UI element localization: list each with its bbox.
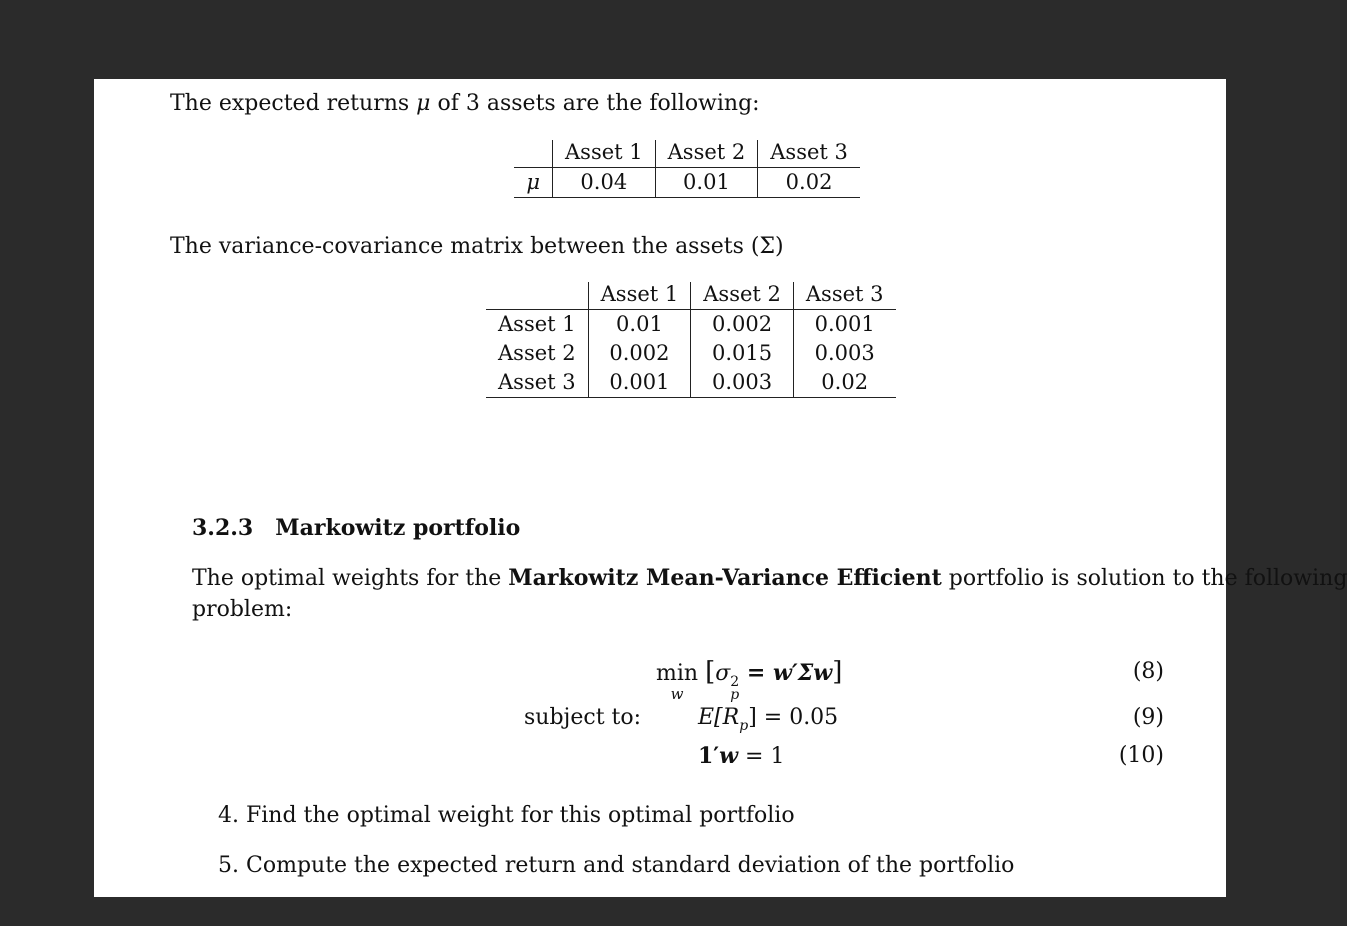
question-text: Find the optimal weight for this optimal portfolio <box>246 803 795 828</box>
covariance-col-header: Asset 1 <box>588 282 691 310</box>
covariance-value: 0.003 <box>691 368 794 398</box>
question-item <box>218 803 795 829</box>
document-page <box>94 79 1347 897</box>
constraint-rhs: ] = 0.05 <box>748 705 839 730</box>
covariance-value: 0.002 <box>588 339 691 368</box>
covariance-value: 0.001 <box>793 310 895 340</box>
sigma-superscript: 2 <box>730 674 740 690</box>
returns-intro-text-end: of 3 assets are the following: <box>430 91 760 116</box>
returns-intro <box>170 91 760 117</box>
returns-table <box>514 140 860 198</box>
objective-rhs: = w′Σw <box>739 660 833 686</box>
returns-col-header: Asset 2 <box>655 140 758 168</box>
budget-constraint <box>698 743 784 770</box>
returns-col-header: Asset 3 <box>758 140 860 168</box>
min-operator: min <box>656 661 699 686</box>
ones-vector: 1′ <box>698 743 720 769</box>
subject-to-label: subject to: <box>524 705 642 730</box>
returns-row-label: μ <box>514 168 553 198</box>
sigma-symbol: σ <box>715 661 731 686</box>
covariance-table-corner <box>486 282 588 310</box>
covariance-row-label: Asset 3 <box>486 368 588 398</box>
covariance-intro: The variance-covariance matrix between the assets (Σ) <box>170 234 784 259</box>
covariance-value: 0.02 <box>793 368 895 398</box>
covariance-table <box>486 282 896 398</box>
covariance-col-header: Asset 3 <box>793 282 895 310</box>
section-title: Markowitz portfolio <box>275 515 521 541</box>
paragraph-text: The optimal weights for the <box>192 566 509 591</box>
covariance-value: 0.001 <box>588 368 691 398</box>
covariance-value: 0.015 <box>691 339 794 368</box>
paragraph-emphasis: Markowitz Mean-Variance Efficient <box>508 565 942 591</box>
returns-table-corner <box>514 140 553 168</box>
budget-rhs: = 1 <box>738 744 785 769</box>
mu-symbol: μ <box>416 91 431 116</box>
covariance-row-label: Asset 1 <box>498 312 576 336</box>
covariance-col-header: Asset 2 <box>691 282 794 310</box>
equation-number: (9) <box>1132 705 1164 730</box>
question-text: Compute the expected return and standard deviation of the portfolio <box>246 853 1015 878</box>
min-subscript: w <box>670 685 684 703</box>
returns-value: 0.02 <box>758 168 860 198</box>
question-number: 4. <box>218 803 239 828</box>
question-item <box>218 853 1014 879</box>
sigma-subscript: p <box>730 687 740 703</box>
covariance-value: 0.01 <box>588 310 691 340</box>
paragraph-line-2: problem: <box>192 597 293 622</box>
paragraph-text-end: portfolio is solution to the following <box>941 566 1347 591</box>
returns-intro-text: The expected returns <box>170 91 417 116</box>
covariance-row-label: Asset 2 <box>498 341 576 365</box>
question-number: 5. <box>218 853 239 878</box>
weights-vector: w <box>719 743 739 769</box>
covariance-value: 0.002 <box>691 310 794 340</box>
objective-equation: min w [σ 2 p = w′Σw] <box>656 659 842 702</box>
equation-number: (8) <box>1132 659 1164 684</box>
constraint-subscript: p <box>739 718 749 734</box>
section-number: 3.2.3 <box>192 515 254 541</box>
section-heading <box>192 515 520 541</box>
equation-number: (10) <box>1118 743 1164 768</box>
returns-value: 0.04 <box>553 168 656 198</box>
returns-value: 0.01 <box>655 168 758 198</box>
covariance-value: 0.003 <box>793 339 895 368</box>
return-constraint <box>698 705 838 739</box>
constraint-lhs: E[R <box>698 705 740 730</box>
returns-col-header: Asset 1 <box>553 140 656 168</box>
paragraph-line-1 <box>192 565 1347 592</box>
